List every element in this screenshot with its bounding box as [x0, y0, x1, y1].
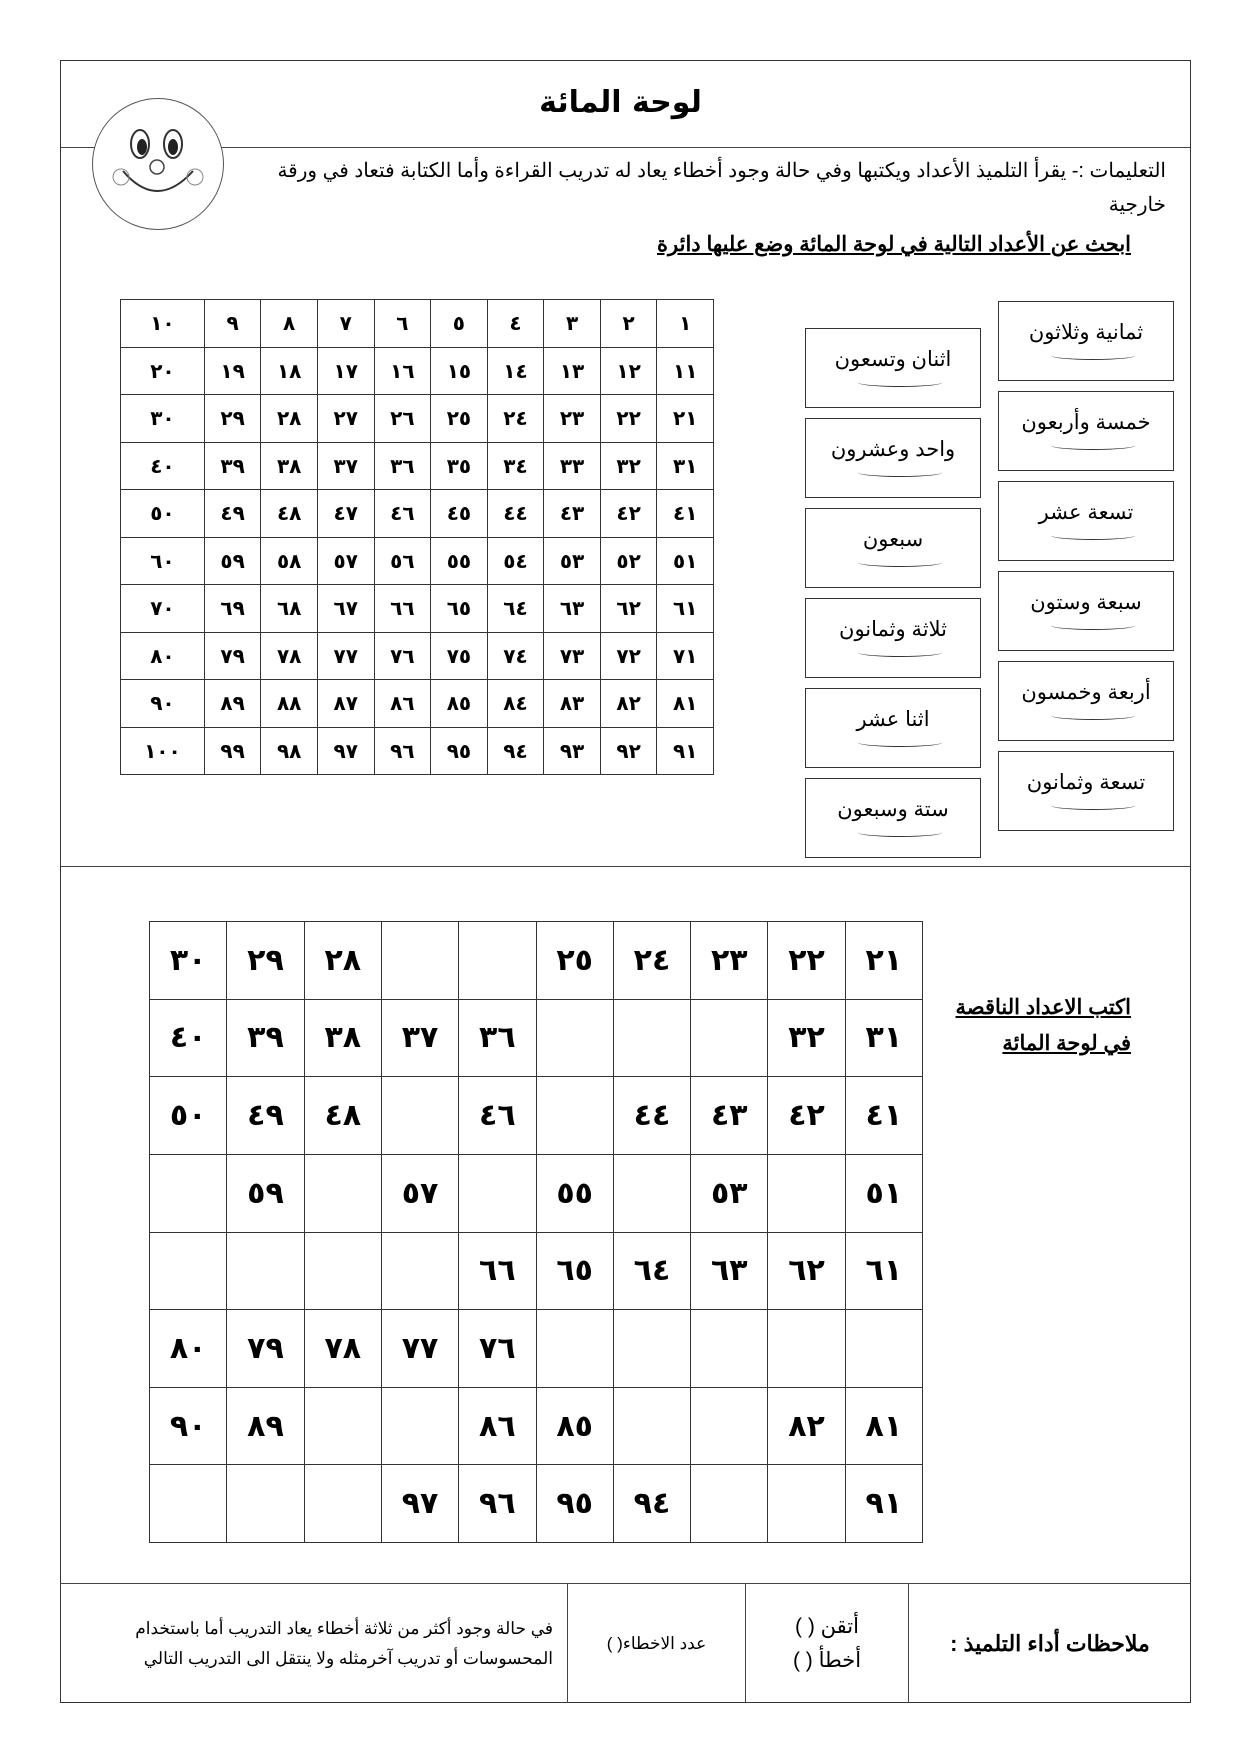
- number-word-box: واحد وعشرون: [805, 418, 981, 498]
- number-cell: ١٠: [121, 300, 205, 348]
- empty-cell[interactable]: [691, 1310, 768, 1388]
- number-word-box: ثلاثة وثمانون: [805, 598, 981, 678]
- empty-cell[interactable]: [691, 999, 768, 1077]
- number-word-box: اثنا عشر: [805, 688, 981, 768]
- number-cell: ٥: [431, 300, 488, 348]
- number-cell: ٤٩: [204, 490, 261, 538]
- number-cell: ٨٢: [600, 680, 657, 728]
- page-title: لوحة المائة: [539, 85, 702, 120]
- number-cell: ٩١: [845, 1465, 922, 1543]
- number-cell: ٨٩: [204, 680, 261, 728]
- number-cell: ٢٢: [600, 395, 657, 443]
- notes-label: ملاحظات أداء التلميذ :: [908, 1584, 1191, 1703]
- empty-cell[interactable]: [536, 1077, 613, 1155]
- number-cell: ٤٤: [613, 1077, 690, 1155]
- number-cell: ٣٧: [317, 442, 374, 490]
- empty-cell[interactable]: [304, 1387, 381, 1465]
- number-cell: ٦١: [657, 585, 714, 633]
- number-cell: ٩٥: [536, 1465, 613, 1543]
- board-row: [121, 347, 714, 395]
- number-cell: ٥٠: [121, 490, 205, 538]
- number-cell: ٤٦: [374, 490, 431, 538]
- number-cell: ٧٣: [544, 632, 601, 680]
- number-cell: ٤: [487, 300, 544, 348]
- number-cell: ٨٢: [768, 1387, 845, 1465]
- number-cell: ٨٠: [121, 632, 205, 680]
- number-cell: ٩٣: [544, 727, 601, 775]
- number-word-box: اثنان وتسعون: [805, 328, 981, 408]
- board-row: [121, 585, 714, 633]
- number-cell: ٤٢: [768, 1077, 845, 1155]
- empty-cell[interactable]: [227, 1465, 304, 1543]
- number-cell: ٤٠: [150, 999, 227, 1077]
- number-cell: ١٩: [204, 347, 261, 395]
- number-cell: ٥٩: [227, 1154, 304, 1232]
- empty-cell[interactable]: [613, 999, 690, 1077]
- number-cell: ٧٩: [204, 632, 261, 680]
- empty-cell[interactable]: [459, 922, 536, 1000]
- number-cell: ٥٥: [431, 537, 488, 585]
- note-text: في حالة وجود أكثر من ثلاثة أخطاء يعاد التدريب أما باستخدام المحسوسات أو تدريب آخرمثله ولا ينتقل الى التدريب التالي: [135, 1618, 553, 1668]
- number-cell: ٤٣: [544, 490, 601, 538]
- number-cell: ٣٦: [459, 999, 536, 1077]
- number-cell: ٣٥: [431, 442, 488, 490]
- board-row: [121, 727, 714, 775]
- number-cell: ٢٩: [204, 395, 261, 443]
- number-cell: ١: [657, 300, 714, 348]
- number-cell: ٤٦: [459, 1077, 536, 1155]
- number-cell: ٢٦: [374, 395, 431, 443]
- board-row: [150, 1077, 923, 1155]
- number-cell: ٧٥: [431, 632, 488, 680]
- board-row: [121, 537, 714, 585]
- empty-cell[interactable]: [613, 1310, 690, 1388]
- number-word-box: تسعة عشر: [998, 481, 1174, 561]
- empty-cell[interactable]: [150, 1232, 227, 1310]
- empty-cell[interactable]: [381, 1232, 458, 1310]
- number-cell: ٩٦: [459, 1465, 536, 1543]
- empty-cell[interactable]: [613, 1154, 690, 1232]
- empty-cell[interactable]: [845, 1310, 922, 1388]
- number-cell: ٩٧: [381, 1465, 458, 1543]
- empty-cell[interactable]: [150, 1154, 227, 1232]
- number-cell: ٣٠: [121, 395, 205, 443]
- number-cell: ٦٨: [261, 585, 318, 633]
- number-cell: ٩٠: [121, 680, 205, 728]
- number-cell: ١٢: [600, 347, 657, 395]
- number-cell: ٣١: [657, 442, 714, 490]
- board-row: [150, 1154, 923, 1232]
- number-cell: ٦٤: [613, 1232, 690, 1310]
- number-cell: ٧٢: [600, 632, 657, 680]
- number-cell: ١٥: [431, 347, 488, 395]
- number-word-box: ستة وسبعون: [805, 778, 981, 858]
- number-word-box: أربعة وخمسون: [998, 661, 1174, 741]
- error-count-field[interactable]: عدد الاخطاء( ): [567, 1584, 745, 1703]
- number-cell: ٥٥: [536, 1154, 613, 1232]
- number-cell: ٩١: [657, 727, 714, 775]
- number-cell: ٢٨: [304, 922, 381, 1000]
- number-cell: ٢٧: [317, 395, 374, 443]
- number-cell: ٦٦: [459, 1232, 536, 1310]
- number-cell: ٦١: [845, 1232, 922, 1310]
- number-cell: ٢: [600, 300, 657, 348]
- number-cell: ٧٤: [487, 632, 544, 680]
- empty-cell[interactable]: [768, 1310, 845, 1388]
- number-cell: ٤١: [845, 1077, 922, 1155]
- number-cell: ٧٦: [374, 632, 431, 680]
- number-cell: ٤٥: [431, 490, 488, 538]
- number-cell: ٣٨: [304, 999, 381, 1077]
- number-cell: ٨٧: [317, 680, 374, 728]
- number-cell: ٢٥: [536, 922, 613, 1000]
- number-cell: ٢١: [845, 922, 922, 1000]
- number-cell: ١٠٠: [121, 727, 205, 775]
- number-cell: ٥١: [845, 1154, 922, 1232]
- number-cell: ٧٦: [459, 1310, 536, 1388]
- empty-cell[interactable]: [536, 999, 613, 1077]
- board-row: [150, 1387, 923, 1465]
- number-cell: ٢٣: [544, 395, 601, 443]
- empty-cell[interactable]: [459, 1154, 536, 1232]
- empty-cell[interactable]: [381, 1077, 458, 1155]
- number-cell: ٨٠: [150, 1310, 227, 1388]
- board-row: [150, 1310, 923, 1388]
- number-cell: ٨٩: [227, 1387, 304, 1465]
- number-cell: ٣: [544, 300, 601, 348]
- number-cell: ٢٤: [487, 395, 544, 443]
- number-cell: ٥٢: [600, 537, 657, 585]
- number-cell: ٤٨: [304, 1077, 381, 1155]
- number-word-box: سبعة وستون: [998, 571, 1174, 651]
- number-cell: ٥١: [657, 537, 714, 585]
- divider: [60, 147, 1191, 148]
- empty-cell[interactable]: [613, 1387, 690, 1465]
- number-cell: ٩٤: [487, 727, 544, 775]
- empty-cell[interactable]: [768, 1465, 845, 1543]
- number-cell: ٤٠: [121, 442, 205, 490]
- empty-cell[interactable]: [691, 1387, 768, 1465]
- wrong-field[interactable]: أخطأ ( ): [792, 1648, 862, 1672]
- number-cell: ٧٠: [121, 585, 205, 633]
- empty-cell[interactable]: [536, 1310, 613, 1388]
- board-row: [121, 680, 714, 728]
- number-cell: ٥٩: [204, 537, 261, 585]
- number-cell: ٦٣: [544, 585, 601, 633]
- number-cell: ٨: [261, 300, 318, 348]
- number-cell: ٢٥: [431, 395, 488, 443]
- number-cell: ٩٠: [150, 1387, 227, 1465]
- number-cell: ٨٤: [487, 680, 544, 728]
- number-cell: ٤٧: [317, 490, 374, 538]
- number-word-box: تسعة وثمانون: [998, 751, 1174, 831]
- empty-cell[interactable]: [691, 1465, 768, 1543]
- number-cell: ٣٢: [768, 999, 845, 1077]
- number-cell: ٦٩: [204, 585, 261, 633]
- number-cell: ٥٨: [261, 537, 318, 585]
- number-cell: ٩٤: [613, 1465, 690, 1543]
- board-row: [150, 1465, 923, 1543]
- empty-cell[interactable]: [768, 1154, 845, 1232]
- number-cell: ٦٧: [317, 585, 374, 633]
- number-cell: ٢٤: [613, 922, 690, 1000]
- number-word-box: سبعون: [805, 508, 981, 588]
- divider: [60, 866, 1191, 867]
- instructions: التعليمات :- يقرأ التلميذ الأعداد ويكتبها وفي حالة وجود أخطاء يعاد له تدريب القراءة وأما الكتابة فتعاد في ورقة خارجية: [277, 160, 1166, 216]
- number-cell: ٥٦: [374, 537, 431, 585]
- empty-cell[interactable]: [304, 1232, 381, 1310]
- board-row: [121, 490, 714, 538]
- missing-numbers-board: [149, 921, 923, 1543]
- number-cell: ٤٤: [487, 490, 544, 538]
- number-cell: ٨٥: [431, 680, 488, 728]
- footer-strip: [60, 1583, 1191, 1703]
- number-cell: ٣١: [845, 999, 922, 1077]
- number-cell: ٨٦: [459, 1387, 536, 1465]
- number-cell: ٢٨: [261, 395, 318, 443]
- board-row: [121, 442, 714, 490]
- mastered-field[interactable]: أتقن ( ): [795, 1614, 859, 1638]
- number-cell: ٧٨: [261, 632, 318, 680]
- number-cell: ٨١: [845, 1387, 922, 1465]
- number-cell: ٥٠: [150, 1077, 227, 1155]
- number-cell: ٤١: [657, 490, 714, 538]
- number-cell: ١٣: [544, 347, 601, 395]
- hundred-board: [120, 299, 714, 775]
- number-cell: ٧٧: [317, 632, 374, 680]
- board-row: [121, 300, 714, 348]
- number-cell: ١٦: [374, 347, 431, 395]
- empty-cell[interactable]: [227, 1232, 304, 1310]
- number-cell: ١٧: [317, 347, 374, 395]
- number-cell: ٣٦: [374, 442, 431, 490]
- board-row: [121, 395, 714, 443]
- number-cell: ٦٤: [487, 585, 544, 633]
- number-word-box: ثمانية وثلاثون: [998, 301, 1174, 381]
- number-cell: ٣٩: [227, 999, 304, 1077]
- smiley-face-icon: [92, 98, 224, 230]
- board-row: [121, 632, 714, 680]
- number-cell: ٣٧: [381, 999, 458, 1077]
- number-cell: ٤٨: [261, 490, 318, 538]
- number-cell: ٤٣: [691, 1077, 768, 1155]
- empty-cell[interactable]: [304, 1465, 381, 1543]
- empty-cell[interactable]: [381, 1387, 458, 1465]
- number-cell: ١١: [657, 347, 714, 395]
- board-row: [150, 999, 923, 1077]
- empty-cell[interactable]: [150, 1465, 227, 1543]
- number-cell: ٩: [204, 300, 261, 348]
- number-cell: ٥٣: [544, 537, 601, 585]
- number-cell: ٨١: [657, 680, 714, 728]
- number-cell: ١٨: [261, 347, 318, 395]
- number-cell: ٥٧: [317, 537, 374, 585]
- number-cell: ٧٩: [227, 1310, 304, 1388]
- number-cell: ٢٠: [121, 347, 205, 395]
- number-cell: ٦٥: [431, 585, 488, 633]
- number-cell: ٣٠: [150, 922, 227, 1000]
- number-cell: ٦٢: [768, 1232, 845, 1310]
- empty-cell[interactable]: [304, 1154, 381, 1232]
- number-cell: ٣٩: [204, 442, 261, 490]
- board-row: [150, 1232, 923, 1310]
- number-cell: ٨٨: [261, 680, 318, 728]
- number-cell: ٣٨: [261, 442, 318, 490]
- number-cell: ٩٨: [261, 727, 318, 775]
- number-cell: ٩٦: [374, 727, 431, 775]
- number-word-box: خمسة وأربعون: [998, 391, 1174, 471]
- number-cell: ٧٨: [304, 1310, 381, 1388]
- number-cell: ٦: [374, 300, 431, 348]
- missing-numbers-label: اكتب الاعداد الناقصة في لوحة المائة: [955, 996, 1131, 1055]
- number-cell: ٥٧: [381, 1154, 458, 1232]
- number-cell: ٢٣: [691, 922, 768, 1000]
- number-cell: ٨٣: [544, 680, 601, 728]
- number-cell: ٣٢: [600, 442, 657, 490]
- number-cell: ٦٢: [600, 585, 657, 633]
- number-cell: ٩٢: [600, 727, 657, 775]
- number-cell: ٢١: [657, 395, 714, 443]
- number-cell: ٣٣: [544, 442, 601, 490]
- number-cell: ٣٤: [487, 442, 544, 490]
- number-cell: ٨٥: [536, 1387, 613, 1465]
- number-cell: ١٤: [487, 347, 544, 395]
- number-cell: ٤٢: [600, 490, 657, 538]
- number-cell: ٦٦: [374, 585, 431, 633]
- number-cell: ٦٠: [121, 537, 205, 585]
- number-cell: ٢٢: [768, 922, 845, 1000]
- number-cell: ٦٥: [536, 1232, 613, 1310]
- empty-cell[interactable]: [381, 922, 458, 1000]
- search-heading: ابحث عن الأعداد التالية في لوحة المائة وضع عليها دائرة: [657, 233, 1131, 256]
- number-cell: ٦٣: [691, 1232, 768, 1310]
- assessment-cell: [745, 1584, 908, 1703]
- number-cell: ٨٦: [374, 680, 431, 728]
- number-cell: ٩٧: [317, 727, 374, 775]
- number-cell: ٥٣: [691, 1154, 768, 1232]
- number-cell: ٩٥: [431, 727, 488, 775]
- number-cell: ٧٧: [381, 1310, 458, 1388]
- number-cell: ٩٩: [204, 727, 261, 775]
- board-row: [150, 922, 923, 1000]
- number-cell: ٤٩: [227, 1077, 304, 1155]
- number-cell: ٥٤: [487, 537, 544, 585]
- number-cell: ٢٩: [227, 922, 304, 1000]
- number-cell: ٧١: [657, 632, 714, 680]
- number-cell: ٧: [317, 300, 374, 348]
